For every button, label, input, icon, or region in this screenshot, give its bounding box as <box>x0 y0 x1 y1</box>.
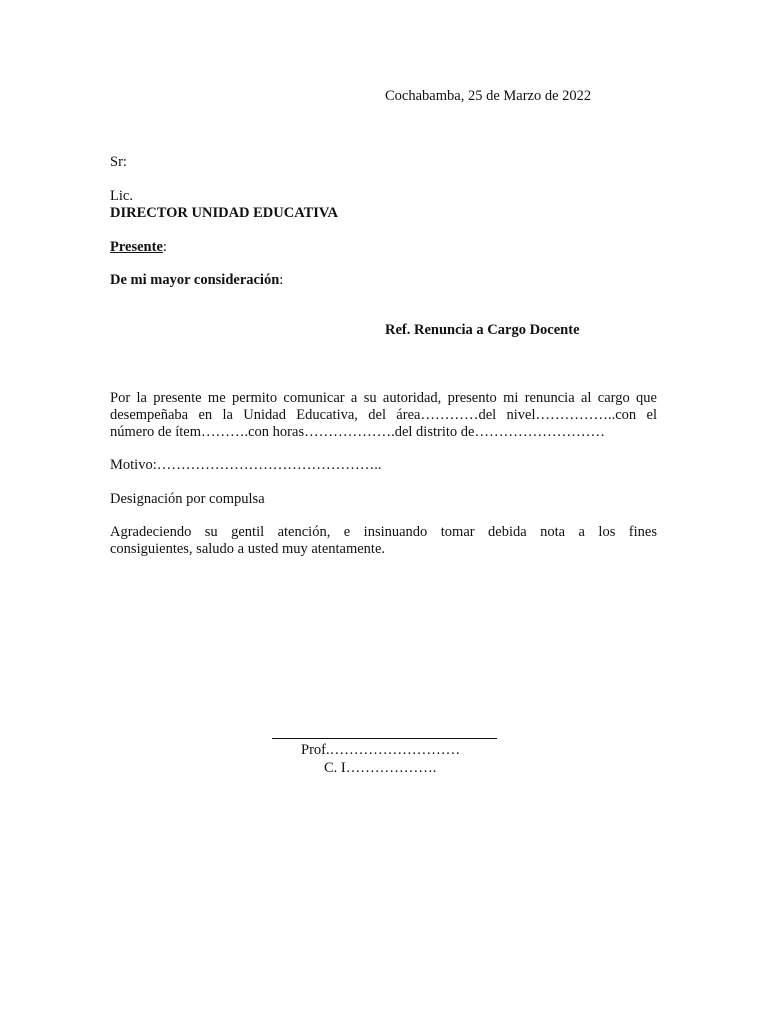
body-paragraph-1-line: desempeñaba en la Unidad Educativa, del área…………del nivel……………..con el <box>110 407 657 423</box>
signature-ci: C. I………………. <box>324 760 437 776</box>
body-paragraph-1-line: número de ítem……….con horas……………….del distrito de……………………… <box>110 424 605 440</box>
body-paragraph-2 <box>110 524 657 558</box>
designacion-line: Designación por compulsa <box>110 491 265 507</box>
body-paragraph-1-line: Por la presente me permito comunicar a su autoridad, presento mi renuncia al cargo que <box>110 390 657 406</box>
motivo-line: Motivo:……………………………………….. <box>110 457 382 473</box>
presente-line <box>110 239 167 256</box>
recipient-sr: Sr: <box>110 154 127 170</box>
letter-date: Cochabamba, 25 de Marzo de 2022 <box>385 88 592 104</box>
presente-label: Presente <box>110 239 163 255</box>
body-paragraph-2-line: Agradeciendo su gentil atención, e insinuando tomar debida nota a los fines <box>110 524 657 540</box>
signature-prof: Prof.……………………… <box>301 742 461 758</box>
body-paragraph-1 <box>110 390 657 441</box>
signature-line <box>272 738 497 739</box>
body-paragraph-2-line: consiguientes, saludo a usted muy atentamente. <box>110 541 386 557</box>
greeting-line <box>110 272 283 289</box>
recipient-title: DIRECTOR UNIDAD EDUCATIVA <box>110 205 339 221</box>
greeting-label: De mi mayor consideración <box>110 272 280 288</box>
recipient-lic: Lic. <box>110 188 133 204</box>
greeting-colon: : <box>279 272 284 288</box>
reference-line: Ref. Renuncia a Cargo Docente <box>385 322 580 338</box>
presente-colon: : <box>162 239 167 255</box>
